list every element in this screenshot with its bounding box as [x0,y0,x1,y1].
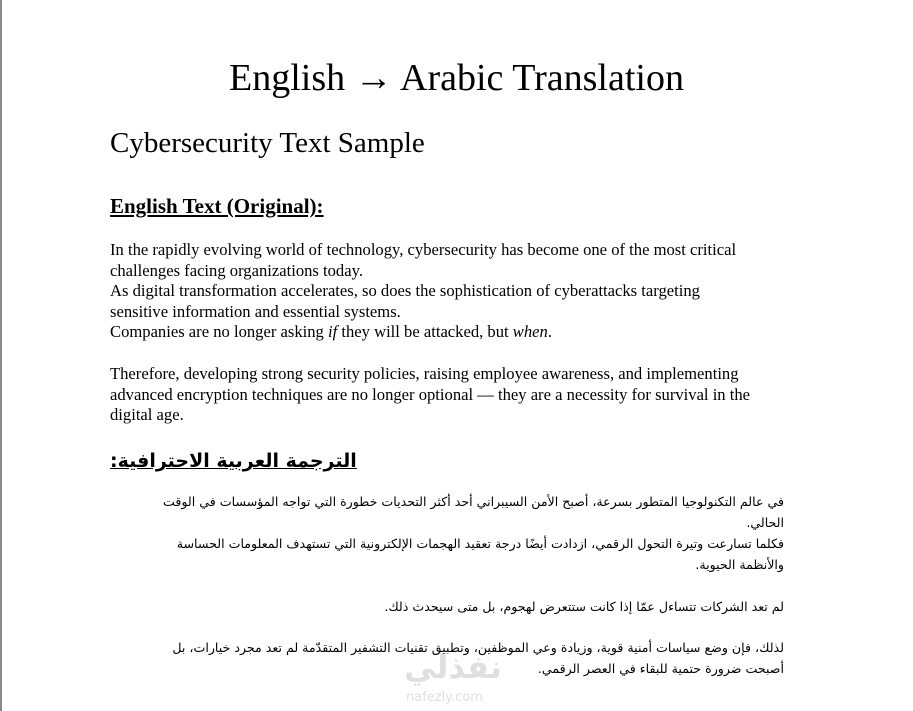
english-p1-line-3: As digital transformation accelerates, so does the sophistication of cyberattacks targeting [110,281,700,300]
arabic-p1-line-4: والأنظمة الحيوية. [695,557,784,572]
english-emphasis-when: when [512,322,548,341]
english-p2-line-3: digital age. [110,405,184,424]
arabic-section-heading: الترجمة العربية الاحترافية: [110,450,357,472]
english-paragraph-1 [110,240,810,343]
arabic-p1-line-2: الحالي. [746,515,784,530]
arabic-p3-line-1: لذلك، فإن وضع سياسات أمنية قوية، وزيادة وعي الموظفين، وتطبيق تقنيات التشفير المتقدّمة لم تعد مجرد خيارات، بل [172,640,784,655]
arabic-p1-line-3: فكلما تسارعت وتيرة التحول الرقمي، ازدادت أيضًا درجة تعقيد الهجمات الإلكترونية التي تستهدف المعلومات الحساسة [176,536,784,551]
arabic-paragraph-1 [108,491,784,575]
english-p2-line-1: Therefore, developing strong security policies, raising employee awareness, and implementing [110,364,739,383]
english-p2-line-2: advanced encryption techniques are no longer optional — they are a necessity for survival in the [110,384,751,404]
watermark-site-text: nafezly.com [406,690,483,705]
english-emphasis-if: if [327,322,338,341]
english-paragraph-2 [110,364,810,426]
nafezly-watermark [398,648,508,708]
english-section-heading: English Text (Original): [110,194,324,218]
english-p1-line-5 [110,322,810,343]
document-subtitle: Cybersecurity Text Sample [110,127,425,159]
english-p1-line-1: In the rapidly evolving world of technology, cybersecurity has become one of the most critical [110,240,737,259]
arabic-p3-line-2: أصبحت ضرورة حتمية للبقاء في العصر الرقمي. [537,661,784,676]
english-p1-line-2: challenges facing organizations today. [110,260,363,280]
english-p1-line-5-middle: they will be attacked, but [337,322,513,341]
english-p1-line-5-end: . [547,322,552,341]
arabic-p1-line-1: في عالم التكنولوجيا المتطور بسرعة، أصبح الأمن السيبراني أحد أكثر التحديات خطورة التي تواجه المؤسسات في الوقت [163,494,784,509]
english-p1-line-4: sensitive information and essential systems. [110,301,401,321]
arabic-p2-line-1: لم تعد الشركات تتساءل عمّا إذا كانت ستتعرض لهجوم، بل متى سيحدث ذلك. [384,599,784,614]
english-p1-line-5-start: Companies are no longer asking [110,322,328,341]
document-title: English → Arabic Translation [229,57,684,99]
watermark-logo: نفذلي [404,648,502,686]
arabic-paragraph-2 [108,596,784,617]
